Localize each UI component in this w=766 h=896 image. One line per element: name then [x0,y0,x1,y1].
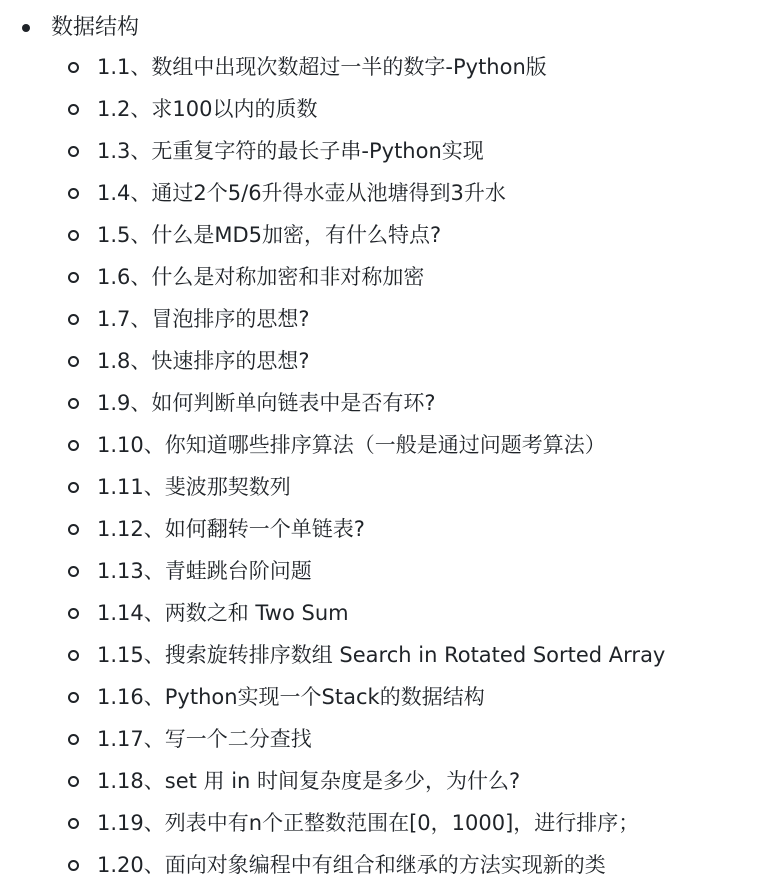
topic-link[interactable]: 1.10、你知道哪些排序算法（一般是通过问题考算法） [97,433,606,457]
circle-bullet-icon [68,146,79,157]
document-body [0,10,766,896]
topic-item [0,382,766,424]
circle-bullet-icon [68,818,79,829]
topic-item [0,760,766,802]
topic-item [0,634,766,676]
circle-bullet-icon [68,188,79,199]
section-title[interactable]: 数据结构 [51,15,140,40]
section-heading-row [0,10,766,46]
circle-bullet-icon [68,692,79,703]
topic-link[interactable]: 1.4、通过2个5/6升得水壶从池塘得到3升水 [97,181,506,205]
disc-bullet-icon [22,24,30,32]
topic-link[interactable]: 1.15、搜索旋转排序数组 Search in Rotated Sorted Array [97,643,666,667]
circle-bullet-icon [68,650,79,661]
circle-bullet-icon [68,776,79,787]
circle-bullet-icon [68,734,79,745]
topic-item [0,466,766,508]
circle-bullet-icon [68,524,79,535]
topic-link[interactable]: 1.1、数组中出现次数超过一半的数字-Python版 [97,55,547,79]
topic-link[interactable]: 1.5、什么是MD5加密，有什么特点? [97,223,442,247]
topic-item [0,802,766,844]
topic-link[interactable]: 1.17、写一个二分查找 [97,727,312,751]
circle-bullet-icon [68,272,79,283]
circle-bullet-icon [68,230,79,241]
topic-item [0,172,766,214]
topic-item [0,214,766,256]
topic-item [0,130,766,172]
topic-link[interactable]: 1.7、冒泡排序的思想? [97,307,310,331]
topic-item [0,424,766,466]
topic-link[interactable]: 1.19、列表中有n个正整数范围在[0，1000]，进行排序； [97,811,640,835]
topic-item [0,88,766,130]
topic-link[interactable]: 1.6、什么是对称加密和非对称加密 [97,265,425,289]
topic-link[interactable]: 1.14、两数之和 Two Sum [97,601,349,625]
circle-bullet-icon [68,314,79,325]
topic-item [0,592,766,634]
topic-link[interactable]: 1.8、快速排序的思想? [97,349,310,373]
topic-link[interactable]: 1.16、Python实现一个Stack的数据结构 [97,685,485,709]
topic-list [0,46,766,886]
outline-list [0,10,766,886]
topic-link[interactable]: 1.12、如何翻转一个单链表? [97,517,365,541]
topic-item [0,844,766,886]
circle-bullet-icon [68,566,79,577]
topic-link[interactable]: 1.20、面向对象编程中有组合和继承的方法实现新的类 [97,853,606,877]
topic-item [0,298,766,340]
topic-link[interactable]: 1.11、斐波那契数列 [97,475,291,499]
circle-bullet-icon [68,398,79,409]
topic-item [0,676,766,718]
circle-bullet-icon [68,62,79,73]
topic-item [0,46,766,88]
topic-item [0,550,766,592]
topic-item [0,340,766,382]
topic-link[interactable]: 1.2、求100以内的质数 [97,97,318,121]
topic-link[interactable]: 1.13、青蛙跳台阶问题 [97,559,312,583]
circle-bullet-icon [68,860,79,871]
circle-bullet-icon [68,356,79,367]
topic-link[interactable]: 1.3、无重复字符的最长子串-Python实现 [97,139,484,163]
circle-bullet-icon [68,440,79,451]
section-data-structures [0,10,766,886]
topic-link[interactable]: 1.18、set 用 in 时间复杂度是多少，为什么? [97,769,521,793]
circle-bullet-icon [68,104,79,115]
topic-link[interactable]: 1.9、如何判断单向链表中是否有环? [97,391,436,415]
topic-item [0,508,766,550]
circle-bullet-icon [68,608,79,619]
circle-bullet-icon [68,482,79,493]
topic-item [0,718,766,760]
topic-item [0,256,766,298]
